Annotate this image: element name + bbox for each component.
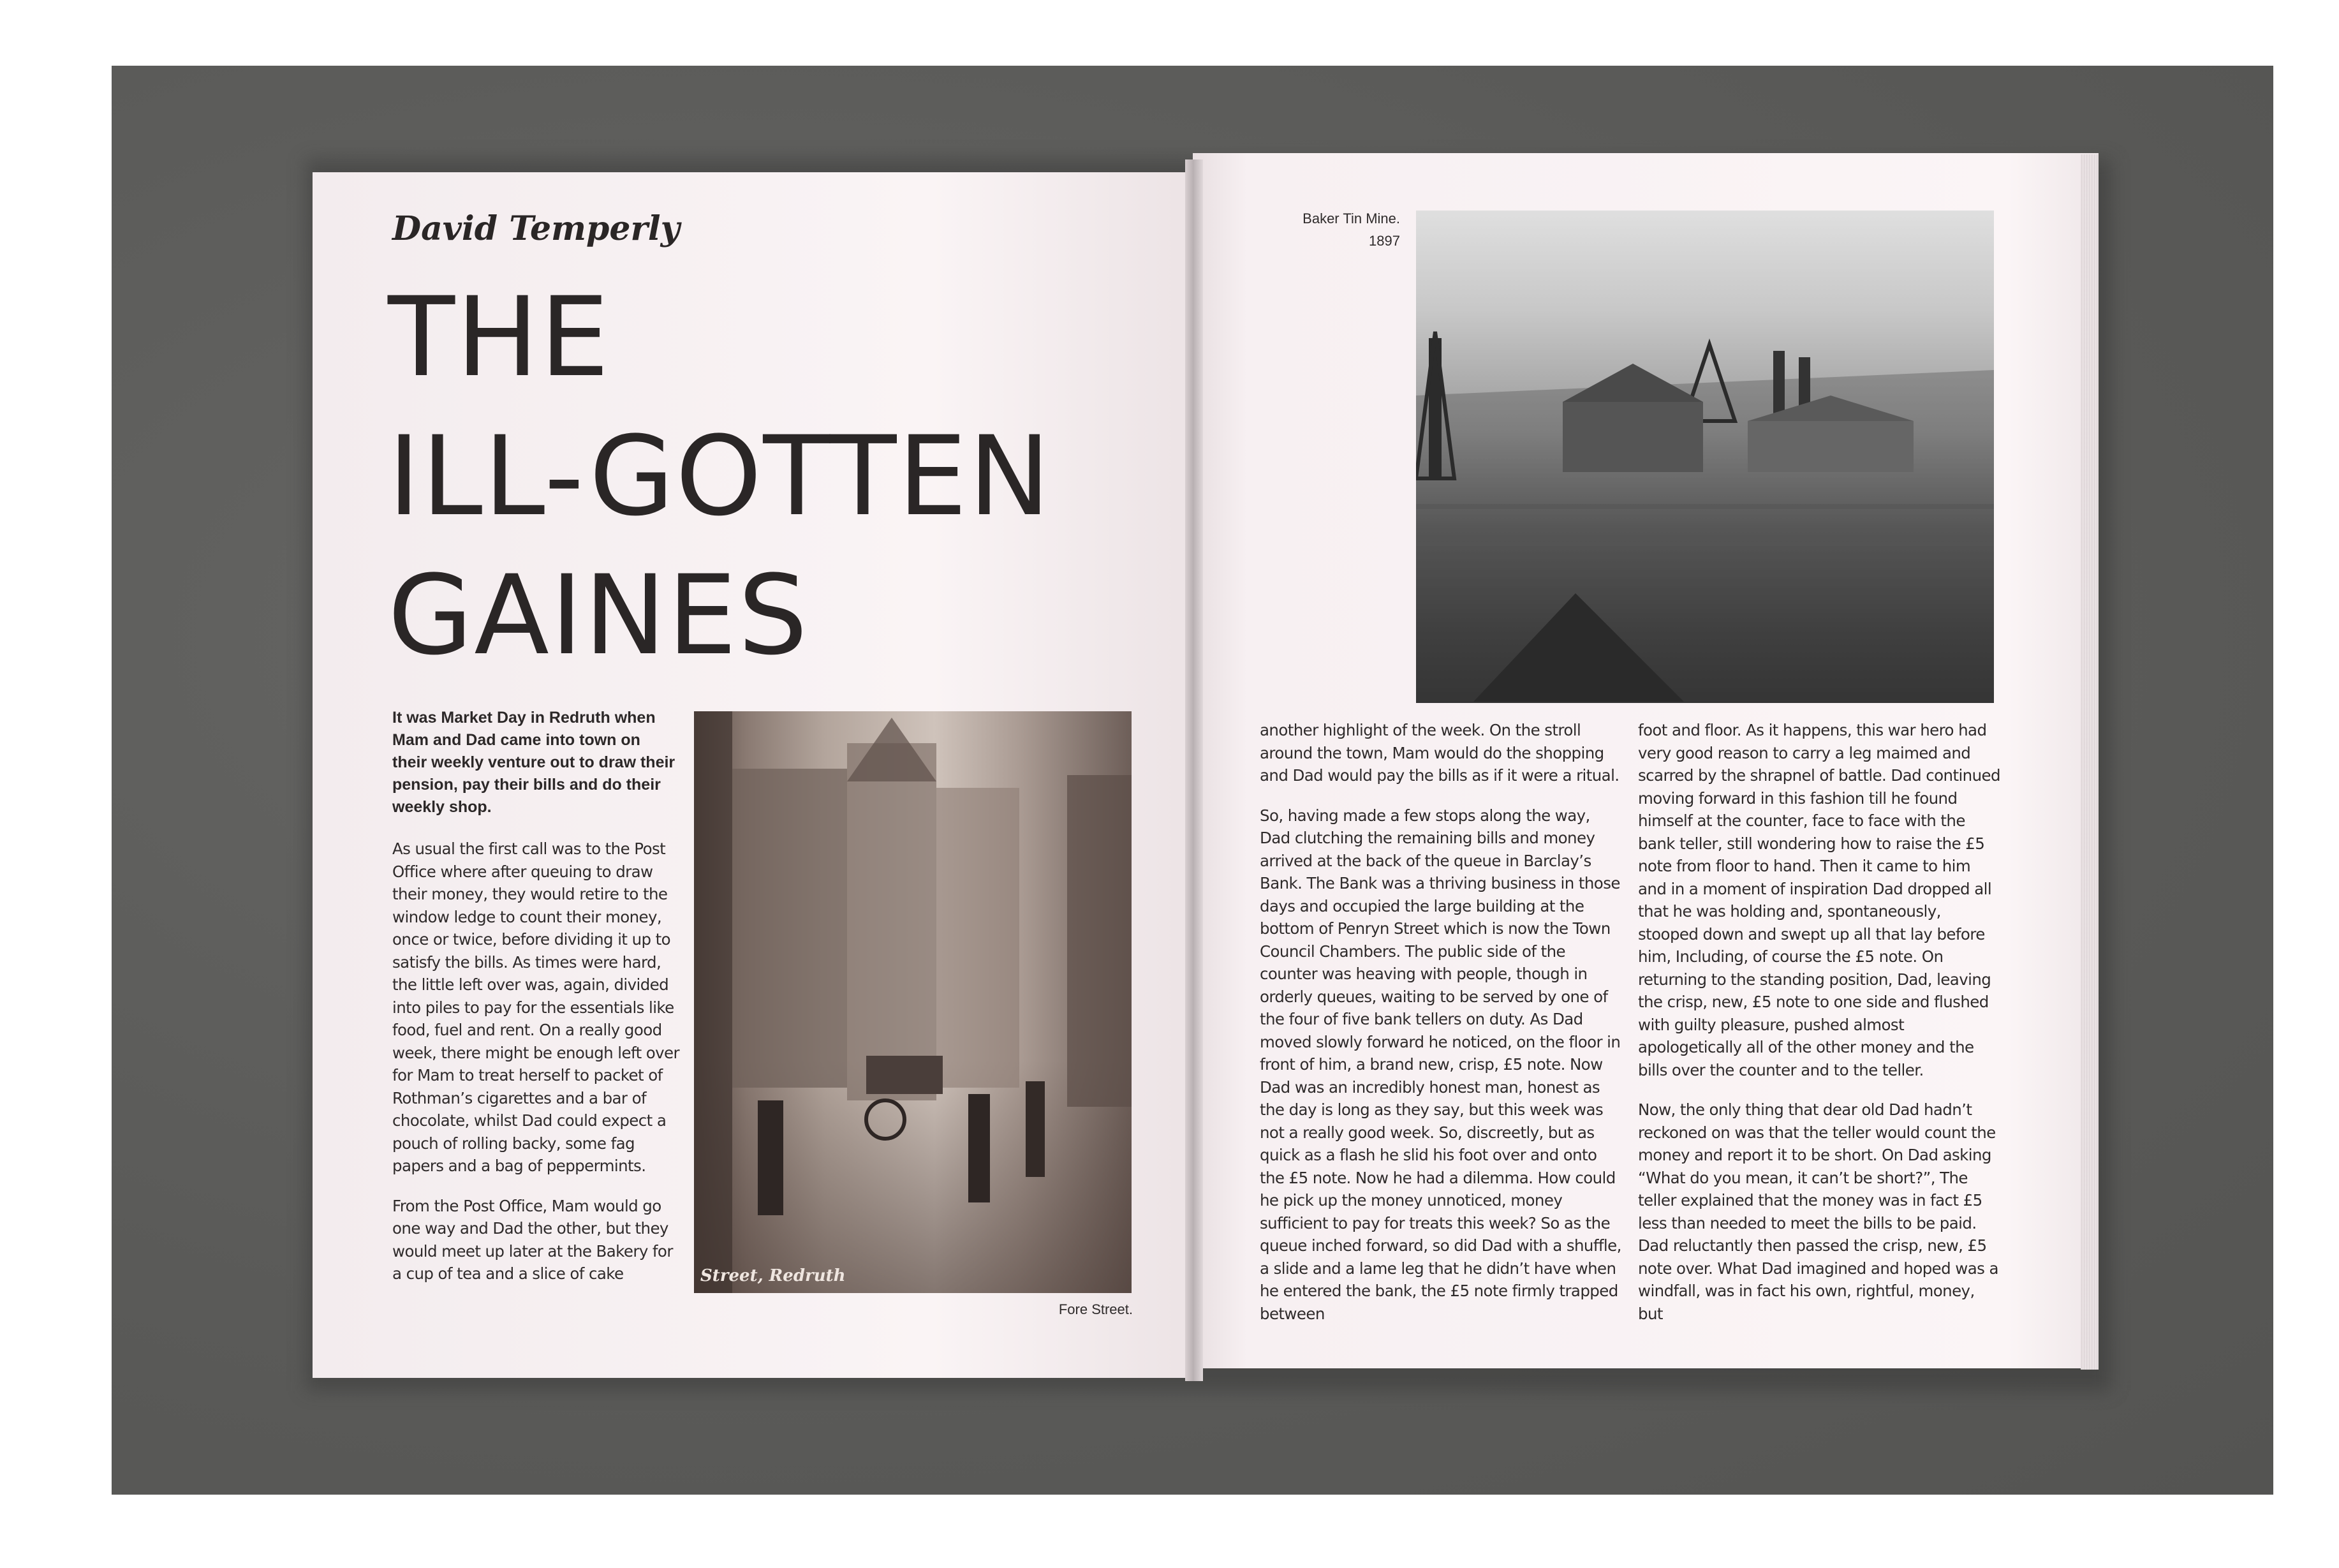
paragraph: another highlight of the week. On the stroll around the town, Mam would do the shopping and Dad would pay the bills as if it were a ritual. — [1260, 721, 1620, 785]
lede-paragraph: It was Market Day in Redruth when Mam and Dad came into town on their weekly venture out to draw their pension, pay their bills and do their weekly shop. — [392, 709, 675, 816]
fore-street-caption: Fore Street. — [1058, 1301, 1133, 1317]
caption-line: Baker Tin Mine. — [1302, 211, 1400, 226]
right-column-1 — [1260, 719, 1623, 1342]
right-column-2 — [1638, 719, 2002, 1342]
street-scene-illustration — [694, 711, 1132, 1293]
paragraph: As usual the first call was to the Post Office where after queuing to draw their money, they would retire to the window ledge to count their money, once or twice, before dividing it up to satisfy the bills. As times were hard, the little left over was, again, divided into piles to pay for the essentials like food, fuel and rent. On a really good week, there might be enough left over for Mam to treat herself to packet of Rothman’s cigarettes and a bar of chocolate, whilst Dad could expect a pouch of rolling backy, some fag papers and a bag of peppermints. — [392, 839, 679, 1175]
paragraph: Now, the only thing that dear old Dad hadn’t reckoned on was that the teller would count the money and report it to be short. On Dad asking “What do you mean, it can’t be short?”, The teller explained that the money was in fact £5 less than needed to meet the bills to be paid. Dad reluctantly then passed the crisp, new, £5 note over. What Dad imagined and hoped was a windfall, was in fact his own, rightful, money, but — [1638, 1100, 1998, 1323]
caption-line: 1897 — [1369, 233, 1400, 249]
page-stack-edge — [2081, 154, 2099, 1370]
baker-tin-mine-photo — [1416, 211, 1994, 703]
title-line: THE — [388, 273, 611, 401]
fore-street-photo — [694, 711, 1132, 1293]
magazine-spine — [1185, 159, 1203, 1381]
mine-photo-caption — [1263, 207, 1400, 252]
title-line: GAINES — [388, 551, 809, 679]
paragraph: From the Post Office, Mam would go one way and Dad the other, but they would meet up later at the Bakery for a cup of tea and a slice of cake — [392, 1196, 673, 1283]
author-byline: David Temperly — [392, 209, 680, 248]
article-title — [388, 268, 1052, 685]
photo-inscription: Street, Redruth — [700, 1266, 846, 1285]
title-line: ILL-GOTTEN — [388, 412, 1052, 540]
paragraph: foot and floor. As it happens, this war hero had very good reason to carry a leg maimed and scarred by the shrapnel of battle. Dad continued moving forward in this fashion till he found himself at the counter, face to face with the bank teller, still wondering how to raise the £5 note from floor to hand. Then it came to him and in a moment of inspiration Dad dropped all that he was holding and, spontaneously, stooped down and swept up all that lay before him, Including, of course the £5 note. On returning to the standing position, Dad, leaving the crisp, new, £5 note to one side and flushed with guilty pleasure, pushed almost apologetically all of the other money and the bills over the counter and to the teller. — [1638, 721, 2000, 1079]
mine-scene-illustration — [1416, 211, 1994, 703]
paragraph: So, having made a few stops along the way, Dad clutching the remaining bills and money arrived at the back of the queue in Barclay’s Bank. The Bank was a thriving business in those days and occupied the large building at the bottom of Penryn Street which is now the Town Council Chambers. The public side of the counter was heaving with people, though in orderly queues, waiting to be served by one of the four of five bank tellers on duty. As Dad moved slowly forward he noticed, on the floor in front of him, a brand new, crisp, £5 note. Now Dad was an incredibly honest man, honest as the day is long as they say, but this week was not a really good week. So, discreetly, but as quick as a flash he slid his foot over and onto the £5 note. Now he had a dilemma. How could he pick up the money unnoticed, money sufficient to pay for treats this week? So as the queue inched forward, so did Dad with a shuffle, a slide and a lame leg that he didn’t have when he entered the bank, the £5 note firmly trapped between — [1260, 806, 1621, 1323]
left-column — [392, 838, 683, 1303]
